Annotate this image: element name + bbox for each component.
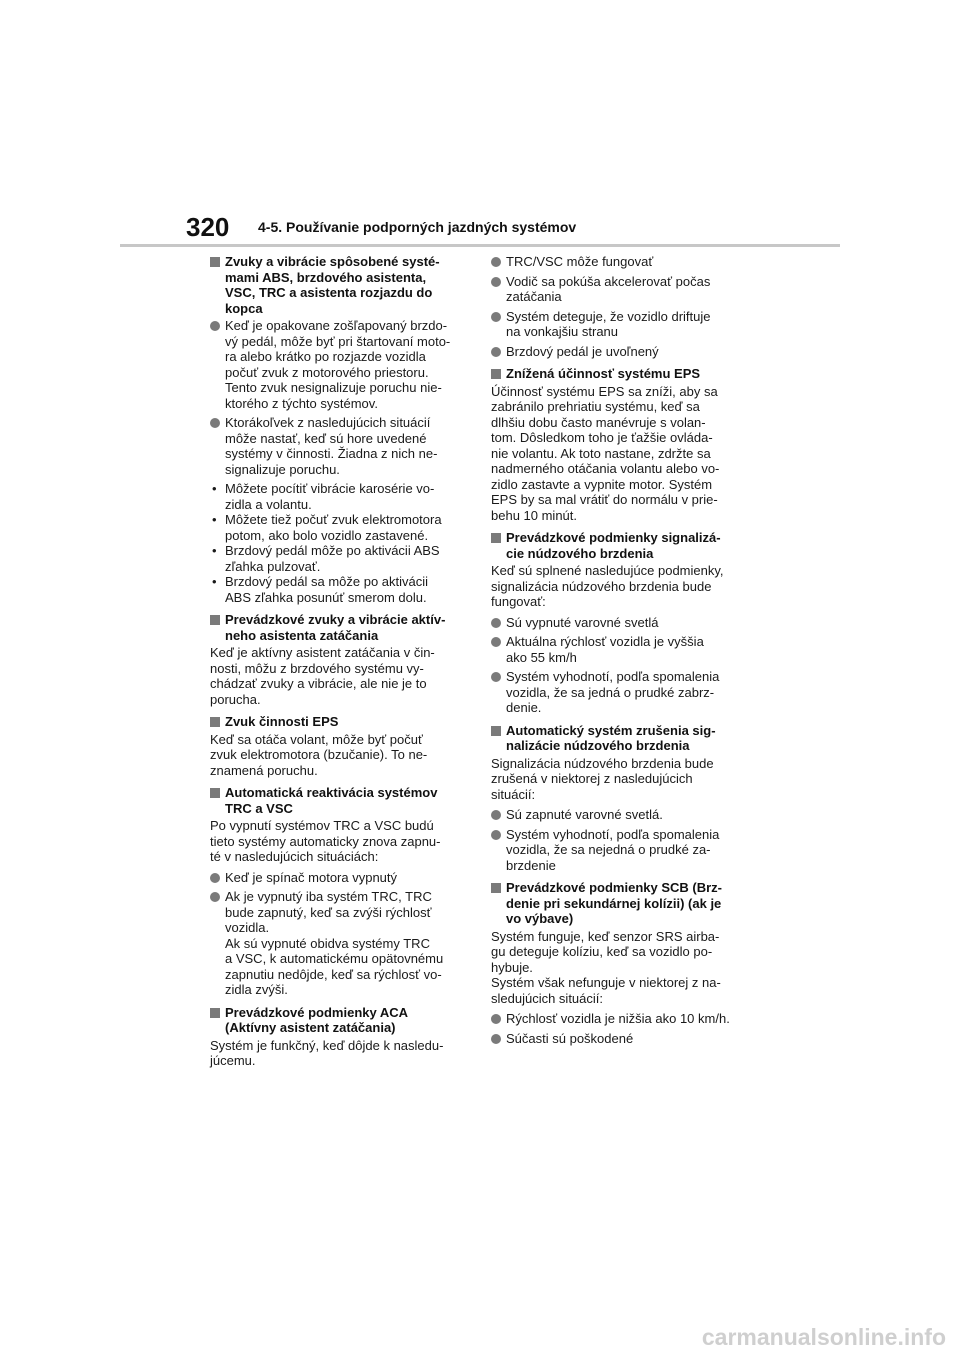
section-aca-conditions <box>210 1005 466 1069</box>
paragraph: Systém funguje, keď senzor SRS airba- gu deteguje kolíziu, keď sa vozidlo po- hybuje. Systém však nefunguje v niektorej z na- sledujúcich situácií: <box>491 928 721 1006</box>
bullet-item: Sú zapnuté varovné svetlá. <box>491 807 747 823</box>
section-eps-reduced <box>491 366 747 523</box>
paragraph: Keď sú splnené nasledujúce podmienky, signalizácia núdzového brzdenia bude fungovať: <box>491 563 724 609</box>
bullet-item: TRC/VSC môže fungovať <box>491 254 747 270</box>
bullet-item: Systém vyhodnotí, podľa spomalenia vozidla, že sa jedná o prudké zabrz- denie. <box>491 669 747 716</box>
bullet-item: Brzdový pedál je uvoľnený <box>491 344 747 360</box>
sub-item: • Môžete pocítiť vibrácie karosérie vo- zidla a volantu. <box>210 481 466 512</box>
right-column <box>491 254 747 1053</box>
section-emergency-signal <box>491 530 747 716</box>
section-heading: Prevádzkové podmienky signalizá- cie núdzového brzdenia <box>491 530 747 561</box>
bullet-item: Keď je opakovane zošľapovaný brzdo- vý pedál, môže byť pri štartovaní moto- ra alebo krátko po rozjazde vozidla počuť zvuk z motorového priestoru. Tento zvuk nesignalizuje poruchu nie- ktorého z týchto systémov. <box>210 318 466 411</box>
section-heading: Automatický systém zrušenia sig- nalizácie núdzového brzdenia <box>491 723 747 754</box>
bullet-item: Sú vypnuté varovné svetlá <box>491 615 747 631</box>
bullet-item: Aktuálna rýchlosť vozidla je vyššia ako 55 km/h <box>491 634 747 665</box>
watermark: carmanualsonline.info <box>701 1324 946 1350</box>
sub-item: • Môžete tiež počuť zvuk elektromotora potom, ako bolo vozidlo zastavené. <box>210 512 466 543</box>
header-divider <box>120 244 840 247</box>
section-heading: Zvuky a vibrácie spôsobené systé- mami ABS, brzdového asistenta, VSC, TRC a asistenta rozjazdu do kopca <box>210 254 466 316</box>
paragraph: Keď je aktívny asistent zatáčania v čin- nosti, môžu z brzdového systému vy- chádzať zvuky a vibrácie, ale nie je to porucha. <box>210 645 435 707</box>
bullet-item: Systém deteguje, že vozidlo driftuje na vonkajšiu stranu <box>491 309 747 340</box>
section-eps-noise <box>210 714 466 778</box>
section-heading: Prevádzkové podmienky ACA (Aktívny asistent zatáčania) <box>210 1005 466 1036</box>
sub-item: • Brzdový pedál môže po aktivácii ABS zľahka pulzovať. <box>210 543 466 574</box>
bullet-item: Rýchlosť vozidla je nižšia ako 10 km/h. <box>491 1011 747 1027</box>
bullet-item: Systém vyhodnotí, podľa spomalenia vozidla, že sa nejedná o prudké za- brzdenie <box>491 827 747 874</box>
section-heading: Znížená účinnosť systému EPS <box>491 366 747 382</box>
page-number: 320 <box>186 212 230 242</box>
paragraph: Účinnosť systému EPS sa zníži, aby sa zabránilo prehriatiu systému, keď sa dlhšiu dobu často manévruje s volan- tom. Dôsledkom toho je ťažšie ovláda- nie volantu. Ak toto nastane, zdržte sa nadmerného otáčania volantu alebo vo- zidlo zastavte a vypnite motor. Systém EPS by sa mal vrátiť do normálu v prie- behu 10 minút. <box>491 383 720 523</box>
sub-item: • Brzdový pedál sa môže po aktivácii ABS zľahka posunúť smerom dolu. <box>210 574 466 605</box>
section-aca-noise <box>210 612 466 707</box>
section-trc-vsc-reactivation <box>210 785 466 998</box>
paragraph: Keď sa otáča volant, môže byť počuť zvuk elektromotora (bzučanie). To ne- znamená poruchu. <box>210 731 428 778</box>
left-column <box>210 254 466 1076</box>
paragraph: Systém je funkčný, keď dôjde k nasledu- júcemu. <box>210 1037 444 1068</box>
section-scb-conditions <box>491 880 747 1046</box>
bullet-item: Súčasti sú poškodené <box>491 1031 747 1047</box>
sub-list <box>210 481 466 605</box>
bullet-item: Keď je spínač motora vypnutý <box>210 870 466 886</box>
section-heading: Prevádzkové podmienky SCB (Brz- denie pri sekundárnej kolízii) (ak je vo výbave) <box>491 880 747 927</box>
section-heading: Prevádzkové zvuky a vibrácie aktív- neho asistenta zatáčania <box>210 612 466 643</box>
section-emergency-signal-cancel <box>491 723 747 874</box>
section-abs-noise <box>210 254 466 605</box>
section-title: 4-5. Používanie podporných jazdných systémov <box>258 219 577 235</box>
paragraph: Signalizácia núdzového brzdenia bude zrušená v niektorej z nasledujúcich situácií: <box>491 755 714 802</box>
aca-conditions-list <box>491 254 747 359</box>
paragraph: Po vypnutí systémov TRC a VSC budú tieto systémy automaticky znova zapnu- té v nasledujúcich situáciách: <box>210 818 441 864</box>
section-heading: Automatická reaktivácia systémov TRC a VSC <box>210 785 466 816</box>
bullet-item: Ktorákoľvek z nasledujúcich situácií môže nastať, keď sú hore uvedené systémy v činnosti. Žiadna z nich ne- signalizuje poruchu. <box>210 415 466 477</box>
section-heading: Zvuk činnosti EPS <box>210 714 466 730</box>
bullet-item: Vodič sa pokúša akcelerovať počas zatáčania <box>491 274 747 305</box>
bullet-item: Ak je vypnutý iba systém TRC, TRC bude zapnutý, keď sa zvýši rýchlosť vozidla. Ak sú vypnuté obidva systémy TRC a VSC, k automatickému opätovnému zapnutiu nedôjde, keď sa rýchlosť vo- zidla zvýši. <box>210 889 466 998</box>
